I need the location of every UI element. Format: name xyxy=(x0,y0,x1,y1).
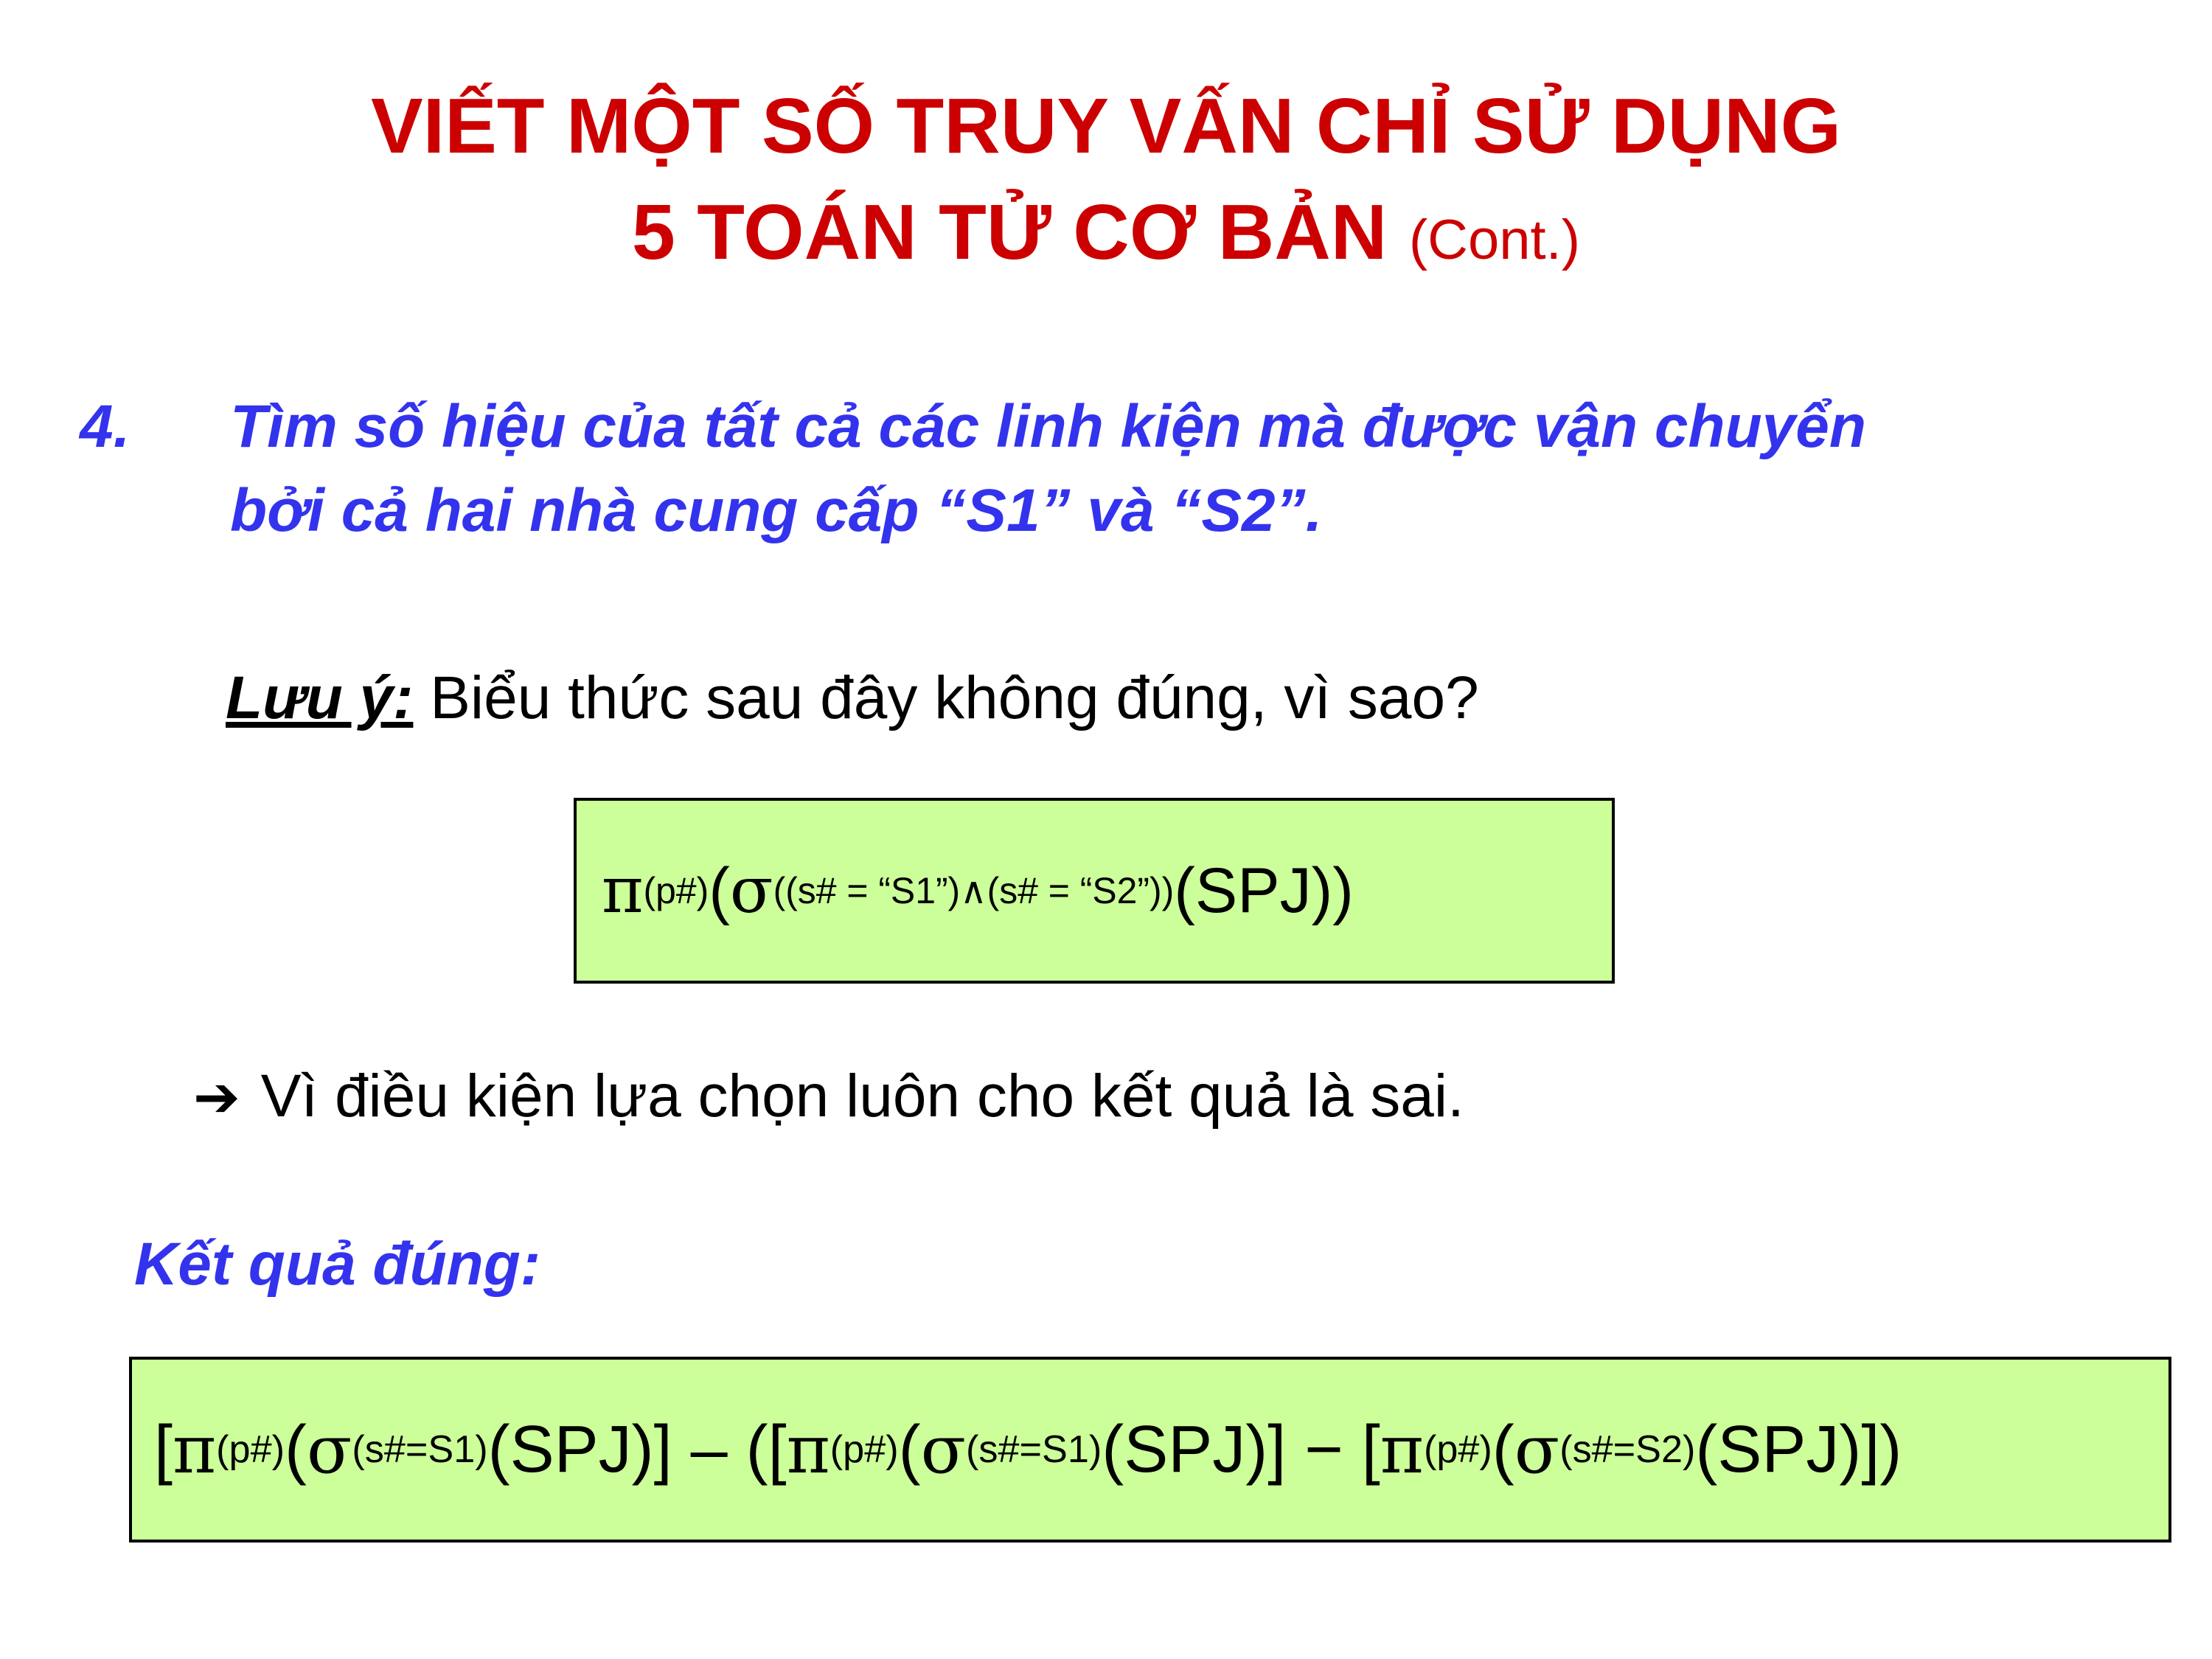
question-line1: Tìm số hiệu của tất cả các linh kiện mà được vận chuyển xyxy=(230,393,1866,460)
slide-title-cont: (Cont.) xyxy=(1408,209,1581,271)
expr-bracket: [ xyxy=(154,1412,173,1486)
sigma-symbol: σ xyxy=(1514,1411,1560,1489)
sigma-subscript: (s#=S1) xyxy=(966,1428,1102,1471)
arrow-right-icon: ➔ xyxy=(193,1066,240,1129)
slide-title-line2 xyxy=(0,189,2212,276)
pi-subscript: (p#) xyxy=(830,1428,899,1471)
sigma-symbol: σ xyxy=(920,1411,967,1489)
slide-title-line1: VIẾT MỘT SỐ TRUY VẤN CHỈ SỬ DỤNG xyxy=(370,83,1842,170)
note xyxy=(226,664,1479,733)
expr-paren: ( xyxy=(898,1412,921,1486)
sigma-symbol: σ xyxy=(306,1411,352,1489)
explanation xyxy=(193,1062,1464,1131)
note-label: Lưu ý: xyxy=(226,664,414,731)
sigma-subscript: ((s# = “S1”)∧(s# = “S2”)) xyxy=(773,870,1175,911)
expr-rest: (SPJ)] – ([ xyxy=(487,1412,787,1486)
pi-symbol: π xyxy=(786,1411,830,1489)
sigma-subscript: (s#=S2) xyxy=(1559,1428,1696,1471)
pi-symbol: π xyxy=(173,1411,217,1489)
pi-subscript: (p#) xyxy=(1423,1428,1492,1471)
expr-rest: (SPJ)]) xyxy=(1695,1412,1902,1486)
expr-paren: ( xyxy=(1492,1412,1514,1486)
pi-subscript: (p#) xyxy=(643,870,709,911)
wrong-expression-box xyxy=(574,798,1615,984)
correct-expression-box xyxy=(129,1357,2171,1543)
expr-rest: (SPJ)) xyxy=(1174,855,1354,926)
expr-rest: (SPJ)] − [ xyxy=(1102,1412,1380,1486)
pi-subscript: (p#) xyxy=(216,1428,285,1471)
sigma-subscript: (s#=S1) xyxy=(352,1428,488,1471)
note-text: Biểu thức sau đây không đúng, vì sao? xyxy=(413,664,1479,731)
result-label: Kết quả đúng: xyxy=(134,1231,541,1298)
expr-paren: ( xyxy=(709,855,730,926)
question-number: 4. xyxy=(80,393,131,460)
pi-symbol: π xyxy=(1380,1411,1424,1489)
expr-paren: ( xyxy=(284,1412,307,1486)
explanation-text: Vì điều kiện lựa chọn luôn cho kết quả là sai. xyxy=(260,1062,1464,1130)
pi-symbol: π xyxy=(602,854,644,928)
sigma-symbol: σ xyxy=(729,854,773,928)
question-line2: bởi cả hai nhà cung cấp “S1” và “S2”. xyxy=(230,477,1323,544)
slide-title-main: 5 TOÁN TỬ CƠ BẢN xyxy=(631,189,1388,276)
